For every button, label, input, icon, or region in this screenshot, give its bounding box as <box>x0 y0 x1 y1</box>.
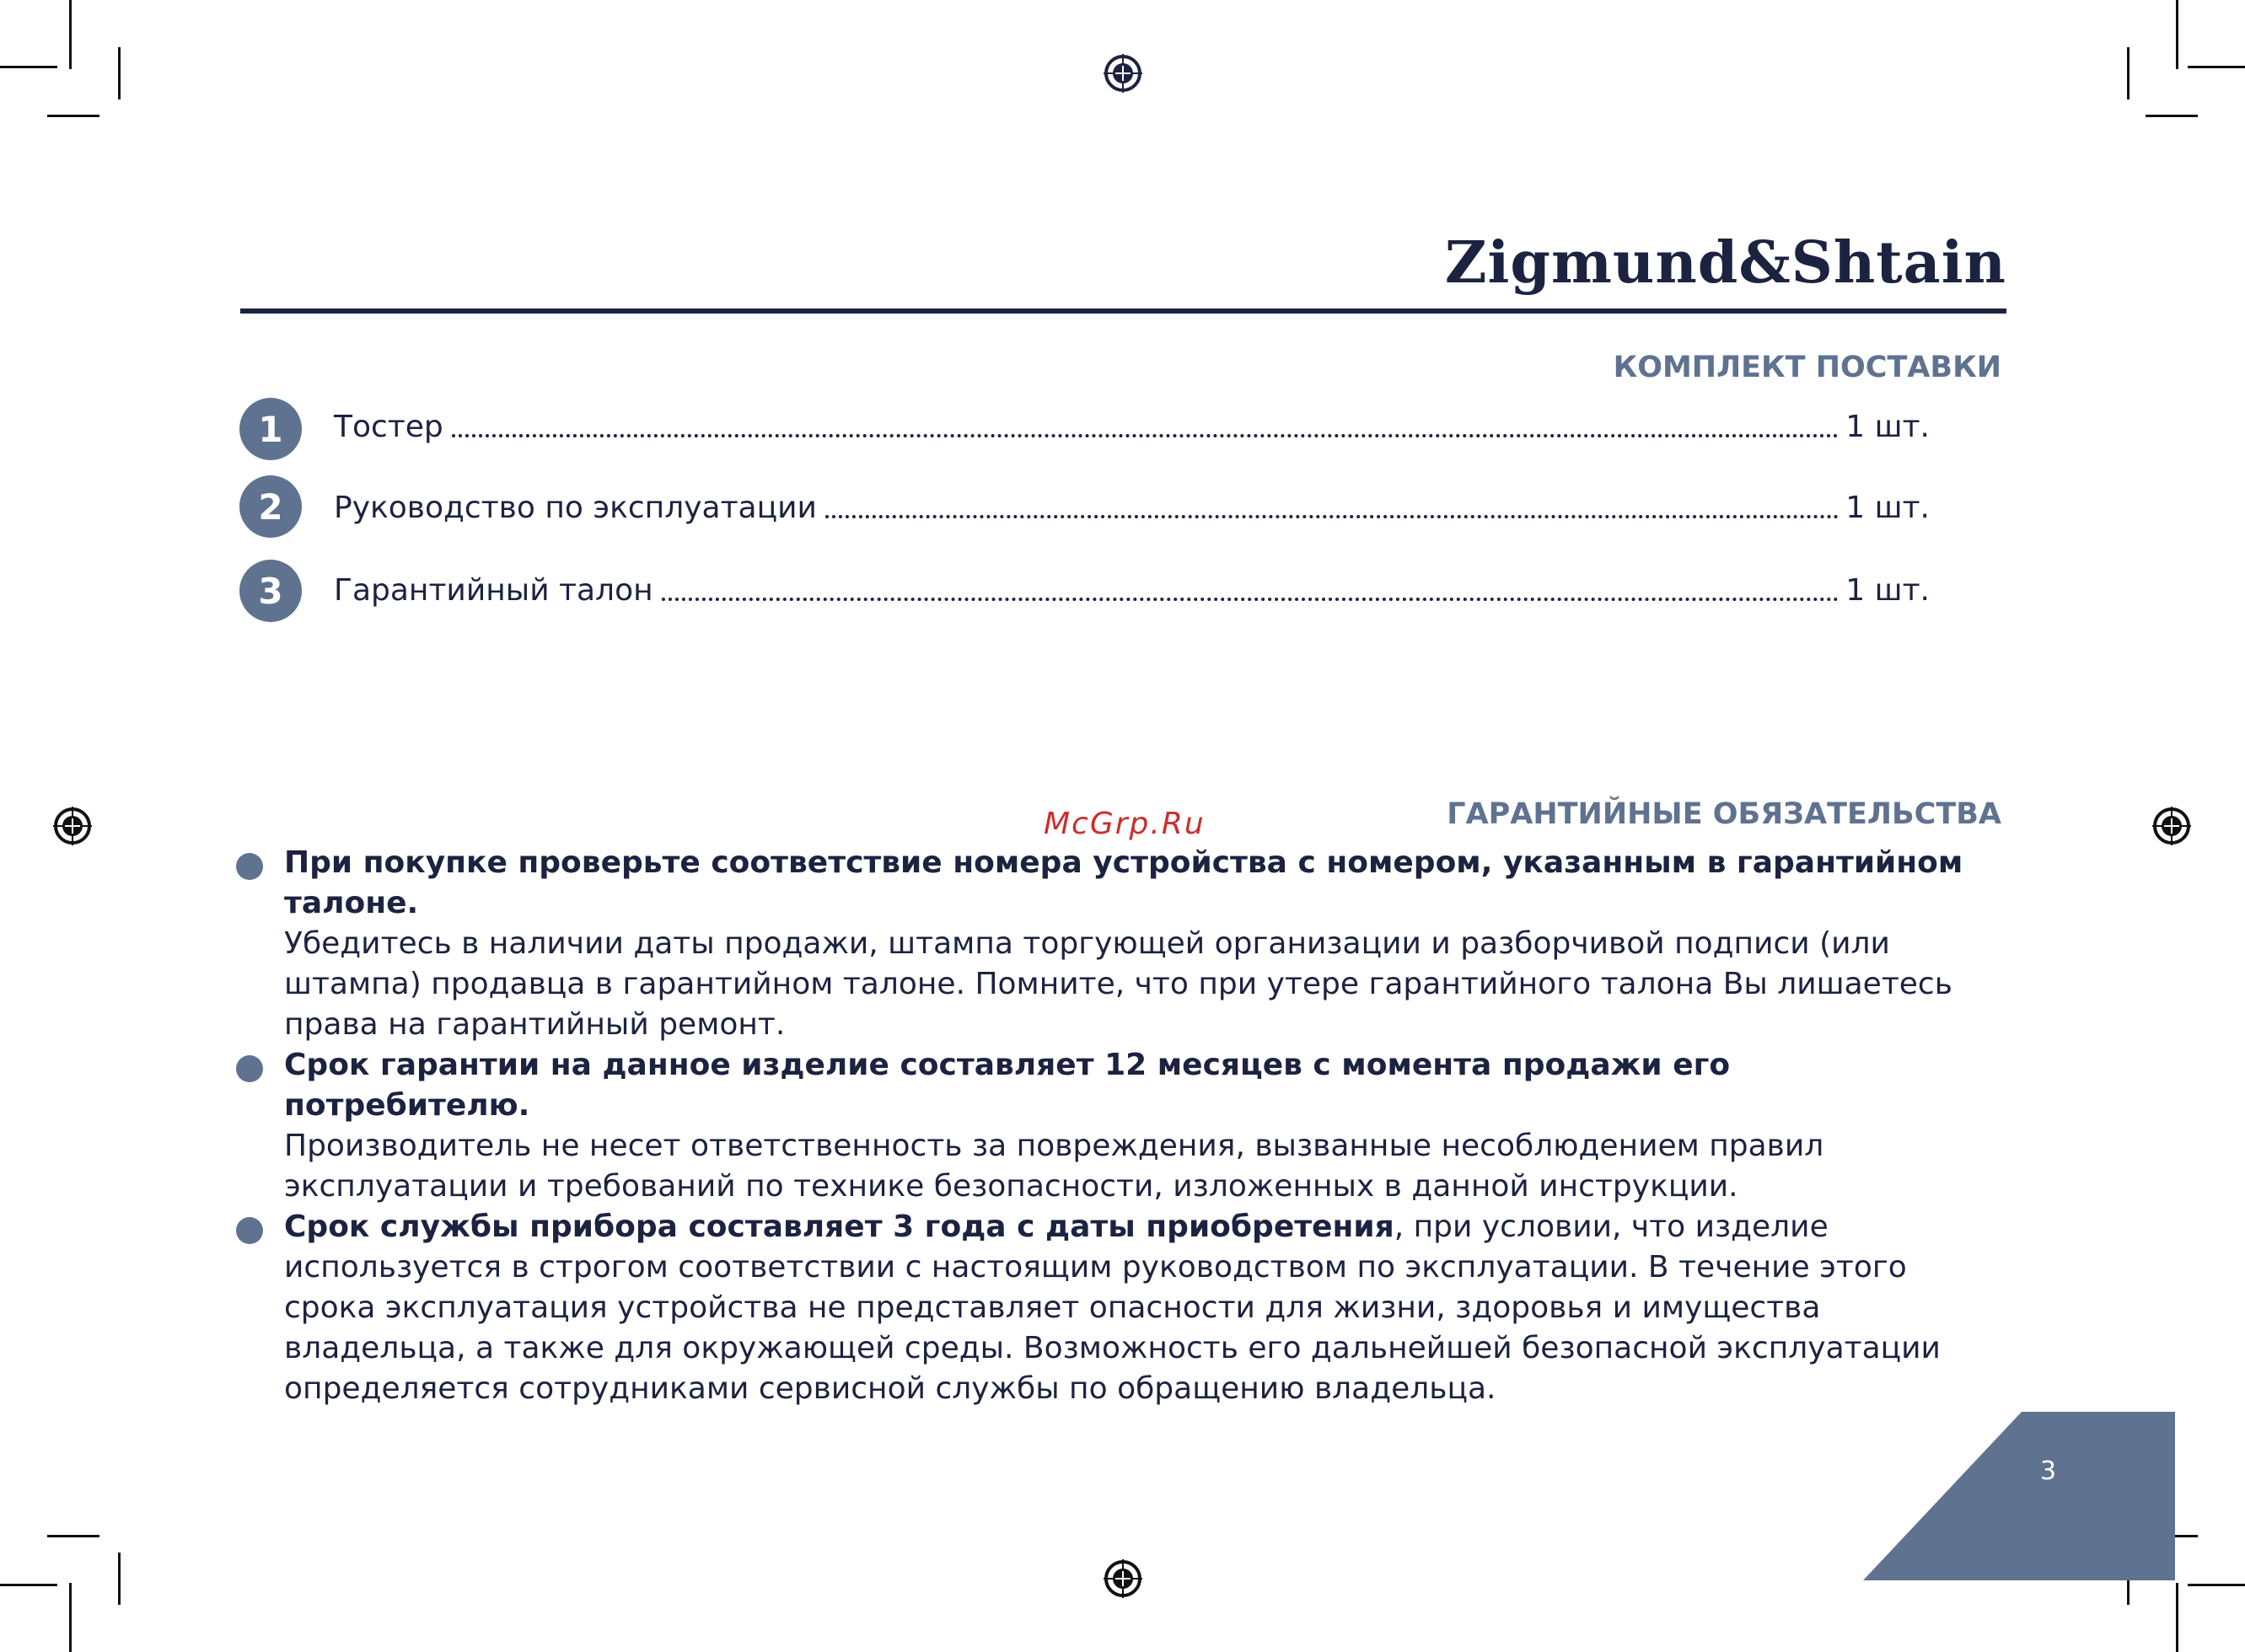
bullet-dot-icon <box>236 1055 263 1082</box>
dot-leader <box>825 515 1839 518</box>
supply-section-title: КОМПЛЕКТ ПОСТАВКИ <box>1613 351 2001 384</box>
crop-mark <box>69 1583 72 1652</box>
item-quantity: 1 шт. <box>1845 573 1930 608</box>
bullet-dot-icon <box>236 1217 263 1244</box>
warranty-point-text <box>284 1207 1973 1409</box>
crop-mark <box>2188 66 2245 68</box>
crop-mark <box>2127 47 2130 99</box>
item-number-badge: 2 <box>239 475 302 538</box>
item-number-badge: 1 <box>239 398 302 460</box>
crop-mark <box>118 1553 121 1605</box>
item-quantity: 1 шт. <box>1845 410 1930 444</box>
item-label: Гарантийный талон <box>334 573 653 608</box>
warranty-point-body: , при условии, что изделие используется в строгом соответствии с настоящим руководством по эксплуатации. В течение этого срока эксплуатация устройства не представляет опасности для жизни, здоровья и имущества владельца, а также для окружающей среды. Возможность его дальнейшей безопасной эксплуатации определяется сотрудниками сервисной службы по обращению владельца. <box>284 1210 1941 1406</box>
item-label: Тостер <box>334 410 443 444</box>
crop-mark <box>2176 0 2178 69</box>
registration-mark-icon <box>53 807 92 845</box>
warranty-point-body: Производитель не несет ответственность за повреждения, вызванные несоблюдением правил эксплуатации и требований по технике безопасности, изложенных в данной инструкции. <box>284 1129 1824 1204</box>
warranty-point-body: Убедитесь в наличии даты продажи, штампа торгующей организации и разборчивой подписи (или штампа) продавца в гарантийном талоне. Помните, что при утере гарантийного талона Вы лишаетесь права на гарантийный ремонт. <box>284 926 1952 1042</box>
warranty-point-bold: При покупке проверьте соответствие номера устройства с номером, указанным в гарантийном талоне. <box>284 845 1963 920</box>
supply-list-item <box>239 475 1930 536</box>
crop-mark <box>69 0 72 69</box>
warranty-point-text <box>284 843 1973 1045</box>
supply-list-item <box>239 560 1930 620</box>
dot-leader <box>662 598 1840 601</box>
warranty-point <box>236 1045 1973 1207</box>
page-corner-badge <box>1863 1412 2175 1580</box>
crop-mark <box>2176 1583 2178 1652</box>
warranty-point-text <box>284 1045 1973 1207</box>
crop-mark <box>47 115 99 117</box>
crop-mark <box>47 1535 99 1537</box>
watermark: McGrp.Ru <box>1044 807 1206 841</box>
registration-mark-icon <box>2152 807 2191 845</box>
bullet-dot-icon <box>236 853 263 880</box>
warranty-point <box>236 1207 1973 1409</box>
warranty-point <box>236 843 1973 1045</box>
page-number: 3 <box>2040 1456 2057 1486</box>
brand-logo: Zigmund&Shtain <box>1444 229 2006 297</box>
item-label: Руководство по эксплуатации <box>334 491 817 525</box>
crop-mark <box>2146 115 2198 117</box>
crop-mark <box>0 66 57 68</box>
item-number-badge: 3 <box>239 560 302 622</box>
warranty-point-bold: Срок службы прибора составляет 3 года с даты приобретения <box>284 1210 1394 1244</box>
crop-mark <box>0 1584 57 1586</box>
registration-mark-icon <box>1104 1559 1142 1598</box>
supply-list-item <box>239 398 1930 459</box>
registration-mark-icon <box>1104 54 1142 93</box>
warranty-section-title: ГАРАНТИЙНЫЕ ОБЯЗАТЕЛЬСТВА <box>1447 797 2001 831</box>
header-divider <box>240 308 2006 314</box>
crop-mark <box>118 47 121 99</box>
warranty-point-bold: Срок гарантии на данное изделие составляет 12 месяцев с момента продажи его потребителю. <box>284 1048 1731 1123</box>
item-quantity: 1 шт. <box>1845 491 1930 525</box>
dot-leader <box>452 434 1840 437</box>
crop-mark <box>2188 1584 2245 1586</box>
